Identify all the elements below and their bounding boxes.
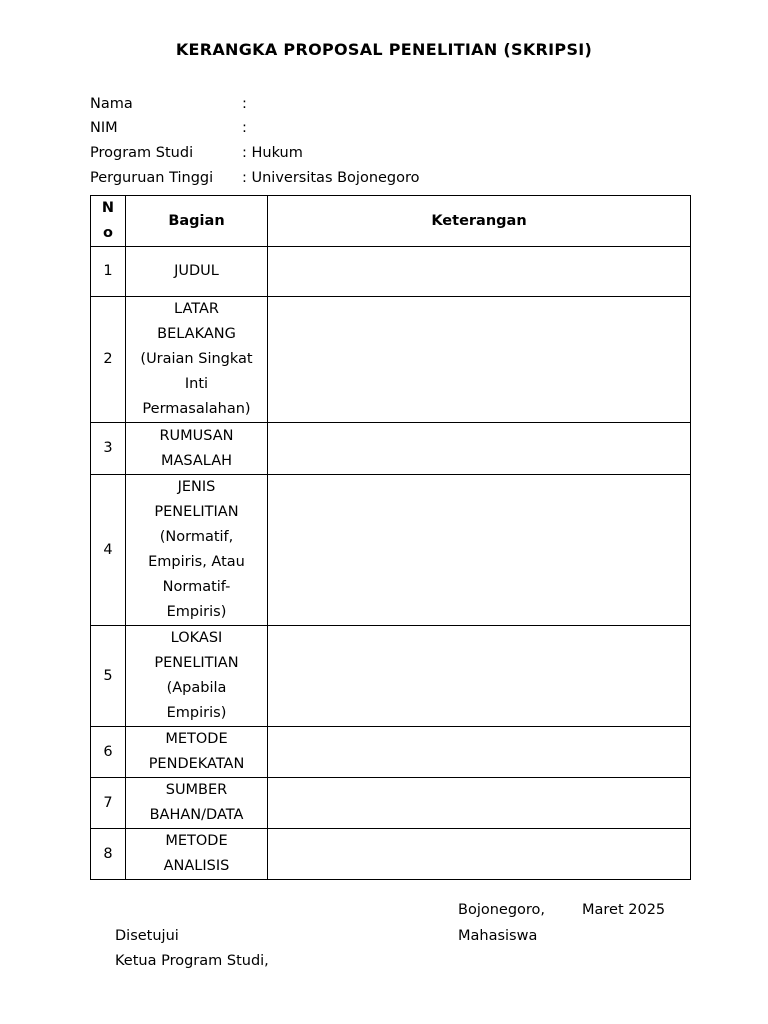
row-keterangan	[268, 829, 691, 880]
row-keterangan	[268, 247, 691, 297]
header-bagian: Bagian	[126, 196, 268, 247]
info-row-program-studi	[90, 142, 590, 164]
row-keterangan	[268, 297, 691, 423]
row-no: 3	[91, 423, 126, 475]
table-row	[91, 423, 691, 475]
header-keterangan: Keterangan	[268, 196, 691, 247]
row-keterangan	[268, 423, 691, 475]
row-no: 6	[91, 727, 126, 778]
signature-place: Bojonegoro,	[458, 902, 546, 918]
info-label: Nama	[90, 96, 133, 112]
table-row	[91, 727, 691, 778]
info-value: : Universitas Bojonegoro	[242, 170, 420, 186]
row-bagian: LATAR BELAKANG (Uraian Singkat Inti Permasalahan)	[126, 297, 268, 423]
table-row	[91, 626, 691, 727]
info-value: : Hukum	[242, 145, 303, 161]
student-role-label: Mahasiswa	[458, 928, 538, 944]
info-value: :	[242, 96, 247, 112]
info-label: NIM	[90, 120, 118, 136]
row-no: 7	[91, 778, 126, 829]
table-row	[91, 247, 691, 297]
row-bagian: LOKASI PENELITIAN (Apabila Empiris)	[126, 626, 268, 727]
table-row	[91, 778, 691, 829]
row-no: 4	[91, 475, 126, 626]
row-bagian: RUMUSAN MASALAH	[126, 423, 268, 475]
row-no: 1	[91, 247, 126, 297]
proposal-framework-table	[90, 195, 691, 880]
table-row	[91, 829, 691, 880]
approver-role-label: Ketua Program Studi,	[115, 953, 269, 969]
row-bagian: METODE ANALISIS	[126, 829, 268, 880]
row-bagian: JENIS PENELITIAN (Normatif, Empiris, Atau Normatif- Empiris)	[126, 475, 268, 626]
info-row-perguruan-tinggi	[90, 167, 590, 189]
row-bagian: SUMBER BAHAN/DATA	[126, 778, 268, 829]
row-keterangan	[268, 727, 691, 778]
row-no: 2	[91, 297, 126, 423]
info-value: :	[242, 120, 247, 136]
row-keterangan	[268, 778, 691, 829]
row-bagian: METODE PENDEKATAN	[126, 727, 268, 778]
row-no: 8	[91, 829, 126, 880]
row-keterangan	[268, 475, 691, 626]
row-bagian: JUDUL	[126, 247, 268, 297]
signature-date: Maret 2025	[582, 902, 666, 918]
table-header-row	[91, 196, 691, 247]
header-no: N o	[91, 196, 126, 247]
document-title: KERANGKA PROPOSAL PENELITIAN (SKRIPSI)	[175, 40, 593, 59]
table-row	[91, 297, 691, 423]
approval-label: Disetujui	[115, 928, 179, 944]
info-row-nama	[90, 93, 590, 115]
info-label: Program Studi	[90, 145, 194, 161]
row-keterangan	[268, 626, 691, 727]
info-row-nim	[90, 117, 590, 139]
row-no: 5	[91, 626, 126, 727]
info-label: Perguruan Tinggi	[90, 170, 214, 186]
table-row	[91, 475, 691, 626]
